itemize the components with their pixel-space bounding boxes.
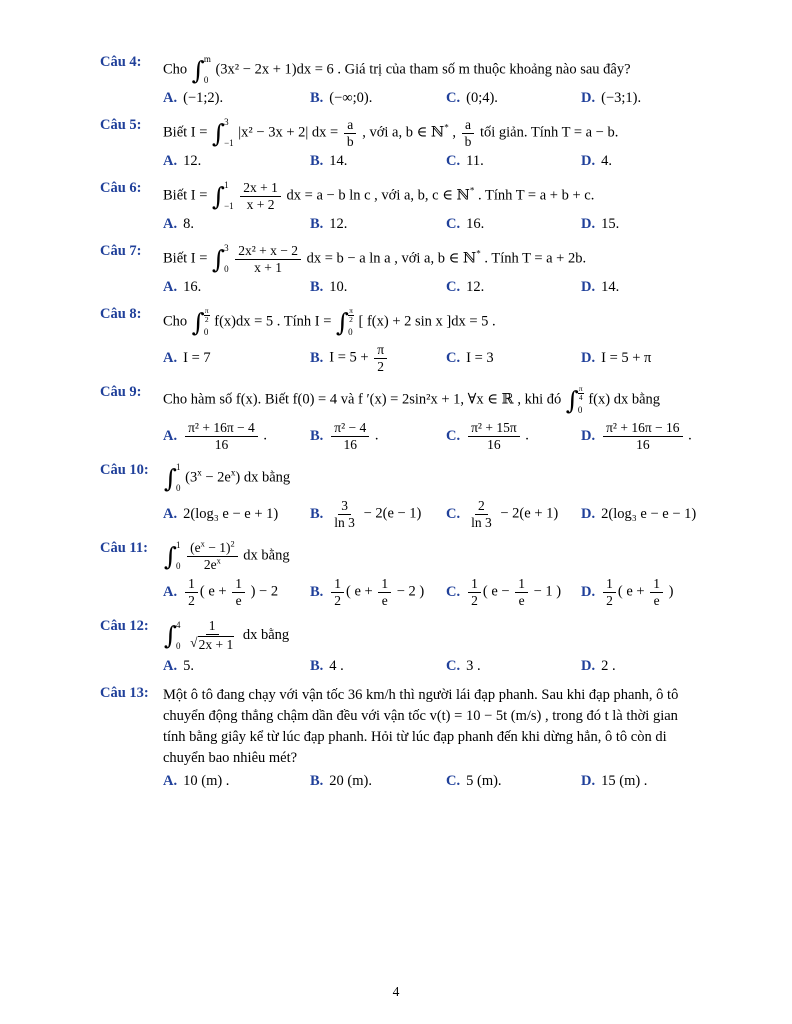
fraction: $\frac{1}{2}$ [468, 576, 481, 608]
option-content: 16. [183, 279, 202, 296]
fraction: $\frac{1}{e}$ [515, 576, 528, 608]
option-content: $\frac{\text{π² + 16π − 16}}{16}$ . [601, 420, 692, 452]
option-letter: C. [446, 216, 461, 233]
option-letter: D. [581, 153, 596, 170]
integral-symbol: ∫ π 4 0 [565, 384, 583, 416]
question-body: Một ô tô đang chạy với vận tốc 36 km/h thì người lái đạp phanh. Sau khi đạp phanh, ô tô chuyển động thẳng chậm dần đều với vận tốc v(t) = 10 − 5t (m/s) , trong đó t là thời gian tính bằng giây kể từ lúc đạp phanh. Hỏi từ lúc đạp phanh đến khi dừng hẳn, ô tô còn di chuyển bao nhiêu mét? [163, 686, 679, 766]
option-c [446, 773, 581, 790]
option-content: $\frac{2}{\ln 3}$ − 2(e + 1) [466, 498, 558, 530]
fraction: $\frac{1}{e}$ [232, 576, 245, 608]
integral-symbol: ∫ 1 0 [164, 462, 181, 494]
option-content: 12. [183, 153, 202, 170]
option-letter: D. [581, 583, 596, 600]
fraction: $\frac{\text{π² + 16π − 4}}{16}$ [185, 420, 258, 452]
option-content: I = 7 [183, 349, 211, 366]
integral-symbol: ∫ 1 −1 [212, 180, 234, 212]
fraction: $\frac{a}{b}$ [462, 117, 475, 149]
question-main [163, 54, 704, 107]
option-content: 10 (m) . [183, 772, 230, 789]
option-d [581, 773, 704, 790]
option-b [310, 773, 446, 790]
question-7 [100, 243, 704, 296]
option-content: $\frac{\text{π² − 4}}{16}$ . [329, 420, 378, 452]
option-a [163, 350, 310, 367]
option-content: (−3;1). [601, 90, 642, 106]
question-main [163, 180, 704, 233]
option-letter: A. [163, 583, 178, 600]
option-content: I = 5 + $\frac{\pi}{2}$ [329, 342, 389, 374]
option-letter: C. [446, 505, 461, 522]
fraction: $\frac{1}{e}$ [378, 576, 391, 608]
option-letter: D. [581, 772, 596, 789]
integral-symbol: ∫ π 2 0 [191, 306, 209, 338]
option-content: $\frac{1}{2}$ ( e + $\frac{1}{e}$ ) [601, 576, 673, 608]
question-body: ∫ 4 0 1 √ 2x + 1 dx bằng [164, 618, 290, 652]
integral-symbol: ∫ 3 0 [212, 243, 229, 275]
option-c [446, 90, 581, 107]
question-label: Câu 13: [100, 684, 149, 701]
option-letter: C. [446, 427, 461, 444]
option-b [310, 576, 446, 608]
options-row [163, 658, 704, 675]
option-content: 11. [466, 153, 484, 170]
integral-symbol: ∫ 1 0 [164, 540, 181, 572]
option-letter: D. [581, 349, 596, 366]
option-content: 2(log₃ e − e − 1) [601, 505, 697, 522]
question-6 [100, 180, 704, 233]
option-content: 4. [601, 153, 612, 170]
question-label: Câu 7: [100, 243, 142, 260]
option-content: 4 . [329, 657, 344, 674]
fraction: $\frac{3}{\ln 3}$ [334, 498, 355, 530]
option-letter: C. [446, 90, 461, 106]
question-body: ∫ 1 0 $(3^x - 2e^x)$ dx bằng [164, 462, 291, 494]
question-main [163, 462, 704, 530]
option-d [581, 90, 704, 107]
options-row [163, 576, 704, 608]
option-content: 16. [466, 216, 485, 233]
fraction: $\frac{1}{e}$ [650, 576, 663, 608]
question-body: ∫ 1 0 $\frac{(e^x - 1)^2}{2e^x}$ dx bằng [164, 539, 290, 572]
question-main [163, 384, 704, 452]
fraction: $\frac{\text{π² − 4}}{16}$ [331, 420, 369, 452]
option-c [446, 576, 581, 608]
option-letter: B. [310, 772, 324, 789]
option-letter: A. [163, 349, 178, 366]
fraction: $\frac{2}{\ln 3}$ [471, 498, 492, 530]
options-row [163, 90, 704, 107]
options-row [163, 279, 704, 296]
option-a [163, 216, 310, 233]
option-letter: A. [163, 772, 178, 789]
question-body: Cho ∫ π 2 0 f(x)dx = 5 . Tính I = ∫ π 2 0 [ f(x) + 2 sin x ]dx = 5 . [163, 306, 496, 338]
option-letter: C. [446, 657, 461, 674]
question-main [163, 117, 704, 170]
option-letter: D. [581, 216, 596, 233]
option-content: 15. [601, 216, 620, 233]
option-letter: D. [581, 427, 596, 444]
option-letter: B. [310, 505, 324, 522]
question-main [163, 306, 704, 374]
question-10 [100, 462, 704, 530]
option-letter: A. [163, 279, 178, 296]
option-letter: C. [446, 349, 461, 366]
question-label: Câu 4: [100, 54, 142, 70]
question-12 [100, 618, 704, 674]
option-b [310, 420, 446, 452]
option-b [310, 216, 446, 233]
option-content: 20 (m). [329, 772, 372, 789]
option-c [446, 216, 581, 233]
option-d [581, 216, 704, 233]
integral-symbol: ∫ π 2 0 [336, 306, 353, 338]
option-c [446, 279, 581, 296]
option-content: 10. [329, 279, 348, 296]
question-label: Câu 9: [100, 384, 142, 401]
options-row [163, 216, 704, 233]
fraction: $\frac{(e^x - 1)^2}{2e^x}$ [187, 540, 237, 572]
option-letter: B. [310, 657, 324, 674]
question-label: Câu 8: [100, 306, 142, 323]
option-content: I = 3 [466, 349, 494, 366]
option-letter: B. [310, 583, 324, 600]
question-11 [100, 540, 704, 608]
option-content: (−1;2). [183, 90, 224, 106]
question-main [163, 243, 704, 296]
option-d [581, 279, 704, 296]
option-c [446, 498, 581, 530]
option-content: $\frac{1}{2}$ ( e − $\frac{1}{e}$ − 1 ) [466, 576, 561, 608]
option-letter: C. [446, 583, 461, 600]
fraction: $\frac{a}{b}$ [344, 117, 357, 149]
option-a [163, 506, 310, 523]
question-5 [100, 117, 704, 170]
option-letter: D. [581, 279, 596, 296]
option-content: 14. [329, 153, 348, 170]
fraction: $\frac{\text{2x² + x − 2}}{x + 1}$ [235, 243, 301, 275]
option-a [163, 420, 310, 452]
question-main [163, 685, 704, 790]
option-content: 2(log₃ e − e + 1) [183, 505, 279, 522]
fraction: $\frac{\text{π² + 15π}}{16}$ [468, 420, 520, 452]
option-content: 14. [601, 279, 620, 296]
option-b [310, 342, 446, 374]
option-a [163, 153, 310, 170]
option-letter: A. [163, 216, 178, 233]
question-body: Biết I = ∫ 3 0 $\frac{\text{2x² + x − 2}}{x + 1}$ dx = b − a ln a , với a, b ∈ ℕ* . Tính T = a + 2b. [163, 243, 587, 275]
integral-symbol: ∫ m 0 [191, 54, 211, 85]
option-d [581, 153, 704, 170]
option-d [581, 506, 704, 523]
question-main [163, 618, 704, 674]
option-letter: C. [446, 772, 461, 789]
question-label: Câu 5: [100, 117, 142, 133]
options-row [163, 420, 704, 452]
option-c [446, 658, 581, 675]
option-b [310, 90, 446, 107]
option-c [446, 350, 581, 367]
option-letter: A. [163, 427, 178, 444]
question-label: Câu 10: [100, 462, 149, 479]
option-content: 3 . [466, 657, 481, 674]
option-letter: C. [446, 153, 461, 170]
option-content: I = 5 + π [601, 349, 652, 366]
question-label: Câu 11: [100, 540, 148, 557]
square-root: √ 2x + 1 [190, 634, 234, 652]
option-letter: A. [163, 90, 178, 106]
question-9 [100, 384, 704, 452]
option-letter: B. [310, 279, 324, 296]
fraction: 1 √ 2x + 1 [190, 618, 234, 652]
option-b [310, 658, 446, 675]
question-8 [100, 306, 704, 374]
option-letter: A. [163, 153, 178, 170]
fraction: $\frac{\pi}{2}$ [374, 342, 387, 374]
fraction: $\frac{2x + 1}{x + 2}$ [240, 180, 281, 212]
option-b [310, 279, 446, 296]
option-letter: D. [581, 657, 596, 674]
option-letter: B. [310, 153, 324, 170]
option-content: (−∞;0). [329, 90, 373, 106]
option-letter: D. [581, 505, 596, 522]
option-letter: B. [310, 427, 324, 444]
option-content: $\frac{1}{2}$ ( e + $\frac{1}{e}$ − 2 ) [329, 576, 424, 608]
option-content: 12. [466, 279, 485, 296]
option-content: 5. [183, 657, 194, 674]
option-content: 15 (m) . [601, 772, 648, 789]
option-c [446, 153, 581, 170]
option-d [581, 420, 704, 452]
option-d [581, 658, 704, 675]
question-main [163, 540, 704, 608]
option-content: $\frac{3}{\ln 3}$ − 2(e − 1) [329, 498, 421, 530]
option-letter: D. [581, 90, 596, 106]
option-a [163, 279, 310, 296]
option-letter: B. [310, 349, 324, 366]
option-content: 8. [183, 216, 194, 233]
fraction: $\frac{1}{2}$ [603, 576, 616, 608]
question-4 [100, 54, 704, 107]
option-letter: C. [446, 279, 461, 296]
option-a [163, 90, 310, 107]
option-letter: B. [310, 216, 324, 233]
fraction: $\frac{1}{2}$ [185, 576, 198, 608]
fraction: $\frac{1}{2}$ [331, 576, 344, 608]
option-content: $\frac{\text{π² + 16π − 4}}{16}$ . [183, 420, 267, 452]
option-b [310, 153, 446, 170]
option-b [310, 498, 446, 530]
option-content: (0;4). [466, 90, 498, 106]
question-label: Câu 6: [100, 180, 142, 197]
fraction: $\frac{\text{π² + 16π − 16}}{16}$ [603, 420, 682, 452]
option-letter: B. [310, 90, 324, 106]
option-letter: A. [163, 657, 178, 674]
integral-symbol: ∫ 3 −1 [212, 117, 234, 149]
option-a [163, 576, 310, 608]
options-row [163, 153, 704, 170]
question-body: Biết I = ∫ 3 −1 |x² − 3x + 2| dx = $\frac{a}{b}$ , với a, b ∈ ℕ* , $\frac{a}{b}$ tối giản. Tính T = a − b. [163, 117, 619, 149]
question-body: Cho hàm số f(x). Biết f(0) = 4 và f ′(x) = 2sin²x + 1, ∀x ∈ ℝ , khi đó ∫ π 4 0 f(x) dx bằng [163, 384, 660, 416]
option-d [581, 350, 704, 367]
option-a [163, 658, 310, 675]
question-label: Câu 12: [100, 618, 149, 635]
options-row [163, 498, 704, 530]
page-number: 4 [392, 984, 400, 999]
option-content: 12. [329, 216, 348, 233]
option-c [446, 420, 581, 452]
option-content: $\frac{1}{2}$ ( e + $\frac{1}{e}$ ) − 2 [183, 576, 278, 608]
question-body: Biết I = ∫ 1 −1 $\frac{2x + 1}{x + 2}$ dx = a − b ln c , với a, b, c ∈ ℕ* . Tính T = a + b + c. [163, 180, 595, 212]
option-letter: A. [163, 505, 178, 522]
options-row [163, 342, 704, 374]
options-row [163, 773, 704, 790]
option-content: 5 (m). [466, 772, 502, 789]
option-content: 2 . [601, 657, 616, 674]
integral-symbol: ∫ 4 0 [164, 619, 181, 651]
option-d [581, 576, 704, 608]
option-a [163, 773, 310, 790]
question-13 [100, 685, 704, 790]
option-content: $\frac{\text{π² + 15π}}{16}$ . [466, 420, 529, 452]
question-body: Cho ∫ m 0 (3x² − 2x + 1)dx = 6 . Giá trị của tham số m thuộc khoảng nào sau đây? [163, 54, 631, 85]
